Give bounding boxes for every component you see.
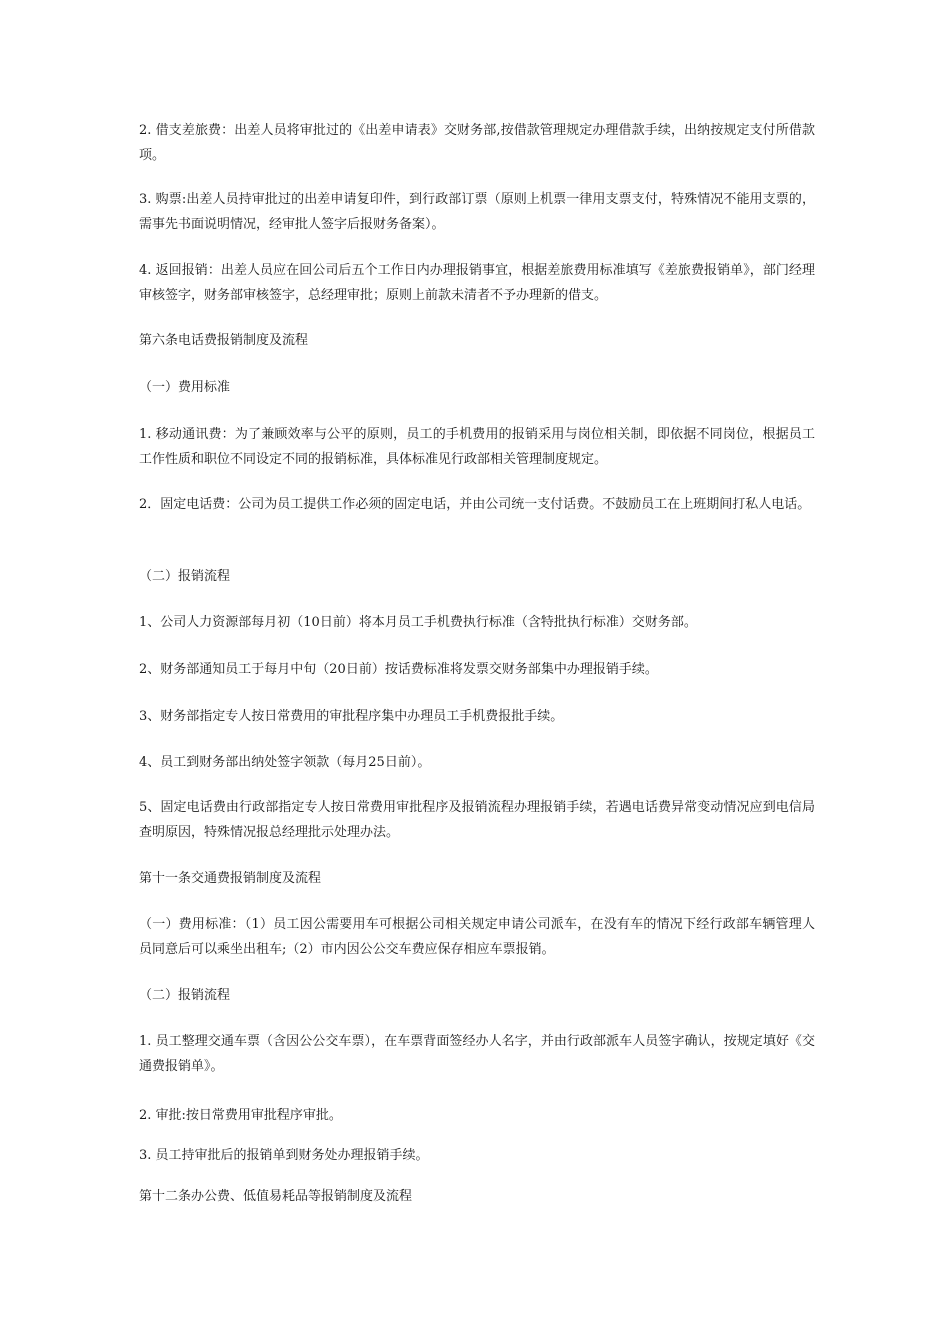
paragraph-travel-advance: 2. 借支差旅费：出差人员将审批过的《出差申请表》交财务部,按借款管理规定办理借款手续，出纳按规定支付所借款项。 xyxy=(139,123,815,163)
paragraph-ticket-purchase: 3. 购票:出差人员持审批过的出差申请复印件，到行政部订票（原则上机票一律用支票支付，特殊情况不能用支票的，需事先书面说明情况，经审批人签字后报财务备案）。 xyxy=(139,192,815,232)
heading-article-11: 第十一条交通费报销制度及流程 xyxy=(139,871,322,886)
paragraph-mobile-fee: 1. 移动通讯费：为了兼顾效率与公平的原则，员工的手机费用的报销采用与岗位相关制，即依据不同岗位，根据员工工作性质和职位不同设定不同的报销标准，具体标准见行政部相关管理制度规定。 xyxy=(139,427,815,467)
heading-article-6: 第六条电话费报销制度及流程 xyxy=(139,333,309,348)
subheading-reimbursement-process: （二）报销流程 xyxy=(139,569,231,584)
list-item-finance-approval: 3、财务部指定专人按日常费用的审批程序集中办理员工手机费报批手续。 xyxy=(139,709,564,724)
list-item-approval: 2. 审批:按日常费用审批程序审批。 xyxy=(139,1108,342,1123)
list-item-organize-tickets: 1. 员工整理交通车票（含因公公交车票），在车票背面签经办人名字，并由行政部派车人员签字确认，按规定填好《交通费报销单》。 xyxy=(139,1034,815,1074)
paragraph-transport-standard: （一）费用标准：（1）员工因公需要用车可根据公司相关规定申请公司派车，在没有车的情况下经行政部车辆管理人员同意后可以乘坐出租车;（2）市内因公公交车费应保存相应车票报销。 xyxy=(139,917,815,957)
list-item-finance-notice: 2、财务部通知员工于每月中旬（20日前）按话费标准将发票交财务部集中办理报销手续。 xyxy=(139,662,658,677)
subheading-transport-process: （二）报销流程 xyxy=(139,988,231,1003)
subheading-cost-standard: （一）费用标准 xyxy=(139,380,231,395)
paragraph-return-reimbursement: 4. 返回报销：出差人员应在回公司后五个工作日内办理报销事宜，根据差旅费用标准填写《差旅费报销单》，部门经理审核签字，财务部审核签字，总经理审批；原则上前款未清者不予办理新的借支。 xyxy=(139,263,815,303)
list-item-submit-finance: 3. 员工持审批后的报销单到财务处办理报销手续。 xyxy=(139,1148,429,1163)
list-item-landline-process: 5、固定电话费由行政部指定专人按日常费用审批程序及报销流程办理报销手续，若遇电话费异常变动情况应到电信局查明原因，特殊情况报总经理批示处理办法。 xyxy=(139,800,815,840)
heading-article-12: 第十二条办公费、低值易耗品等报销制度及流程 xyxy=(139,1189,413,1204)
list-item-employee-collect: 4、员工到财务部出纳处签字领款（每月25日前）。 xyxy=(139,755,431,770)
paragraph-landline-fee: 2．固定电话费：公司为员工提供工作必须的固定电话，并由公司统一支付话费。不鼓励员工在上班期间打私人电话。 xyxy=(139,497,811,512)
list-item-hr-standard: 1、公司人力资源部每月初（10日前）将本月员工手机费执行标准（含特批执行标准）交财务部。 xyxy=(139,615,697,630)
